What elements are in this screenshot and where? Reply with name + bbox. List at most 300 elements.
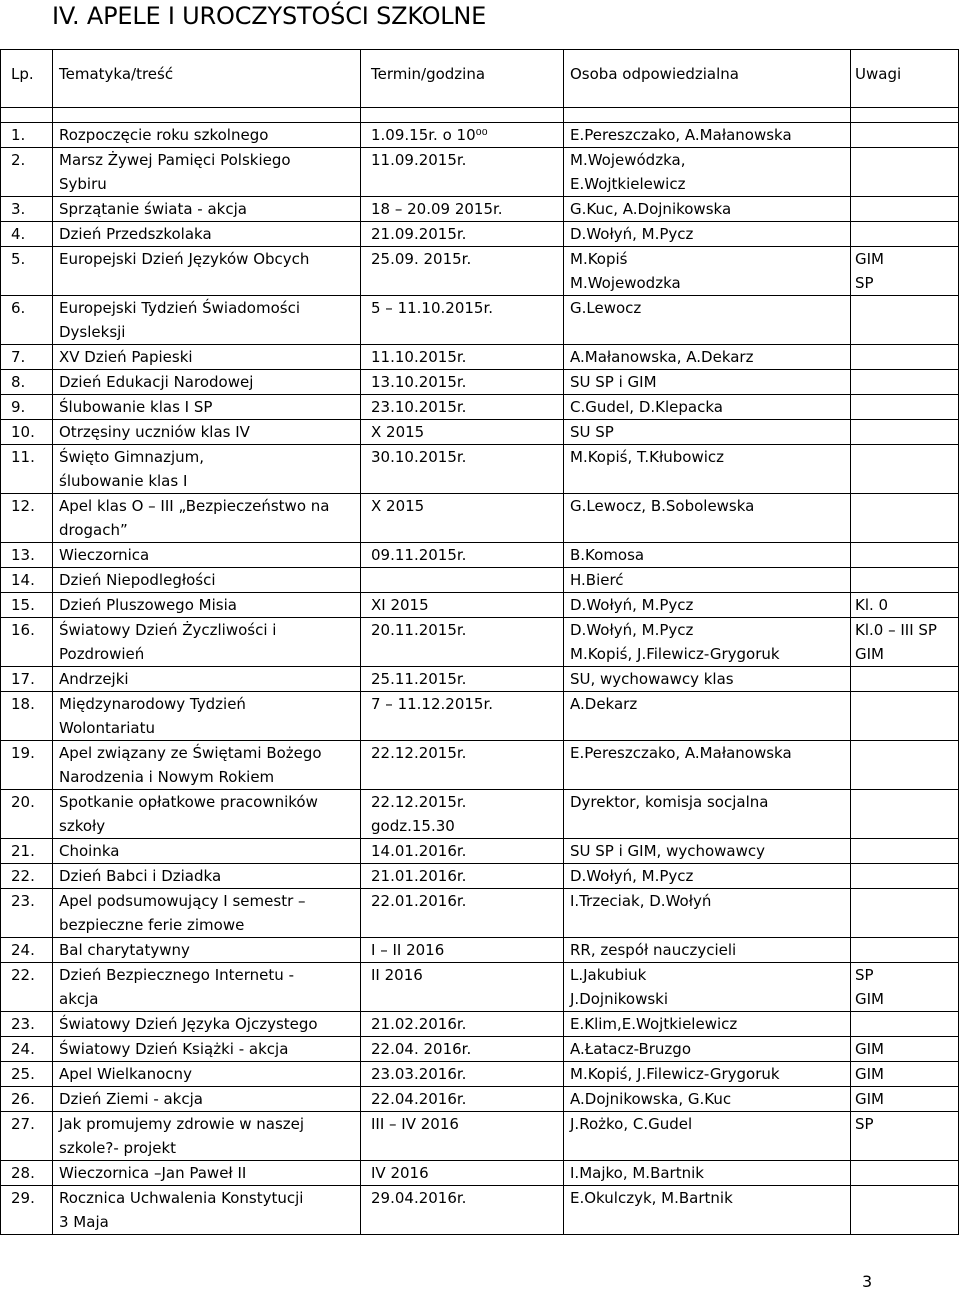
row-owner [564, 1062, 851, 1087]
row-topic-line: Wieczornica –Jan Paweł II [59, 1164, 247, 1182]
row-time [361, 247, 564, 296]
row-owner-line: A.Dojnikowska, G.Kuc [570, 1090, 732, 1108]
table-row [1, 370, 959, 395]
row-topic [53, 692, 361, 741]
row-notes [851, 889, 959, 938]
row-time-line: 23.03.2016r. [371, 1065, 467, 1083]
table-row [1, 296, 959, 345]
row-owner [564, 345, 851, 370]
header-time: Termin/godzina [361, 50, 564, 108]
row-topic [53, 1037, 361, 1062]
row-owner-line: D.Wołyń, M.Pycz [570, 867, 694, 885]
row-topic-line: Apel klas O – III „Bezpieczeństwo na [59, 497, 330, 515]
row-topic [53, 445, 361, 494]
row-notes [851, 395, 959, 420]
table-row [1, 420, 959, 445]
row-topic-line: Dzień Przedszkolaka [59, 225, 212, 243]
row-topic-line: Andrzejki [59, 670, 129, 688]
table-row [1, 222, 959, 247]
row-time-line: 11.10.2015r. [371, 348, 467, 366]
row-topic-line: Otrzęsiny uczniów klas IV [59, 423, 250, 441]
row-time-line: IV 2016 [371, 1164, 429, 1182]
row-owner-line: E.Pereszczako, A.Małanowska [570, 744, 792, 762]
row-number: 29. [1, 1186, 53, 1235]
row-topic [53, 494, 361, 543]
row-topic-line: Wolontariatu [59, 719, 155, 737]
row-time [361, 370, 564, 395]
row-owner [564, 222, 851, 247]
row-time [361, 568, 564, 593]
row-time-line: 22.04.2016r. [371, 1090, 467, 1108]
row-time [361, 494, 564, 543]
row-topic-line: Europejski Tydzień Świadomości [59, 299, 300, 317]
row-topic-line: Światowy Dzień Życzliwości i [59, 621, 277, 639]
row-time [361, 1062, 564, 1087]
row-topic-line: Sprzątanie świata - akcja [59, 200, 247, 218]
row-topic-line: Światowy Dzień Książki - akcja [59, 1040, 289, 1058]
row-owner-line: SU SP i GIM, wychowawcy [570, 842, 765, 860]
row-topic [53, 839, 361, 864]
row-time-line: godz.15.30 [371, 817, 455, 835]
row-notes [851, 1037, 959, 1062]
row-topic-line: Rocznica Uchwalenia Konstytucji [59, 1189, 304, 1207]
row-owner-line: D.Wołyń, M.Pycz [570, 621, 694, 639]
row-owner [564, 1112, 851, 1161]
row-owner-line: I.Trzeciak, D.Wołyń [570, 892, 712, 910]
row-topic [53, 296, 361, 345]
row-owner-line: L.Jakubiuk [570, 966, 647, 984]
row-number: 21. [1, 839, 53, 864]
row-topic-line: Wieczornica [59, 546, 150, 564]
row-time-line: 21.09.2015r. [371, 225, 467, 243]
row-notes [851, 148, 959, 197]
row-time [361, 296, 564, 345]
row-number: 18. [1, 692, 53, 741]
table-row [1, 395, 959, 420]
table-row [1, 345, 959, 370]
row-notes [851, 494, 959, 543]
row-number: 2. [1, 148, 53, 197]
row-time [361, 938, 564, 963]
table-row [1, 1012, 959, 1037]
row-notes [851, 790, 959, 839]
header-lp: Lp. [1, 50, 53, 108]
row-topic-line: Marsz Żywej Pamięci Polskiego [59, 151, 291, 169]
row-number: 8. [1, 370, 53, 395]
table-row [1, 1161, 959, 1186]
row-topic [53, 123, 361, 148]
row-number: 12. [1, 494, 53, 543]
row-number: 13. [1, 543, 53, 568]
row-time [361, 123, 564, 148]
row-topic [53, 667, 361, 692]
row-notes [851, 963, 959, 1012]
table-row [1, 1062, 959, 1087]
row-time [361, 1112, 564, 1161]
row-owner-line: E.Klim,E.Wojtkielewicz [570, 1015, 738, 1033]
row-notes [851, 667, 959, 692]
row-time-line: 30.10.2015r. [371, 448, 467, 466]
row-time [361, 420, 564, 445]
row-time [361, 445, 564, 494]
row-owner [564, 1087, 851, 1112]
header-owner: Osoba odpowiedzialna [564, 50, 851, 108]
row-owner-line: H.Bierć [570, 571, 624, 589]
row-notes-line: GIM [855, 1040, 884, 1058]
row-time-line: 7 – 11.12.2015r. [371, 695, 494, 713]
row-notes [851, 593, 959, 618]
row-number: 1. [1, 123, 53, 148]
row-time-line: 14.01.2016r. [371, 842, 467, 860]
row-notes [851, 1161, 959, 1186]
row-topic [53, 741, 361, 790]
row-topic [53, 1012, 361, 1037]
row-topic [53, 1087, 361, 1112]
row-owner-line: G.Lewocz [570, 299, 642, 317]
row-topic [53, 889, 361, 938]
row-notes [851, 1062, 959, 1087]
row-number: 6. [1, 296, 53, 345]
table-row [1, 1037, 959, 1062]
table-row [1, 543, 959, 568]
row-time-line: 22.12.2015r. [371, 744, 467, 762]
row-owner [564, 790, 851, 839]
table-row [1, 889, 959, 938]
row-topic-line: Dysleksji [59, 323, 126, 341]
row-topic [53, 222, 361, 247]
row-owner [564, 667, 851, 692]
row-time-line: XI 2015 [371, 596, 429, 614]
row-number: 9. [1, 395, 53, 420]
row-number: 22. [1, 864, 53, 889]
row-owner [564, 123, 851, 148]
row-topic-line: szkole?- projekt [59, 1139, 177, 1157]
row-topic [53, 938, 361, 963]
row-topic-line: Dzień Edukacji Narodowej [59, 373, 254, 391]
row-owner-line: E.Pereszczako, A.Małanowska [570, 126, 792, 144]
row-time-line: 22.12.2015r. [371, 793, 467, 811]
row-owner [564, 864, 851, 889]
row-owner-line: Dyrektor, komisja socjalna [570, 793, 769, 811]
row-time [361, 741, 564, 790]
row-notes [851, 1087, 959, 1112]
row-owner [564, 963, 851, 1012]
table-row [1, 1186, 959, 1235]
table-row [1, 197, 959, 222]
row-topic-line: Bal charytatywny [59, 941, 190, 959]
row-time [361, 889, 564, 938]
row-owner-line: SU SP [570, 423, 614, 441]
row-owner-line: M.Kopiś [570, 250, 628, 268]
row-topic [53, 420, 361, 445]
row-number: 26. [1, 1087, 53, 1112]
row-number: 24. [1, 1037, 53, 1062]
row-owner-line: RR, zespół nauczycieli [570, 941, 737, 959]
row-time-line: I – II 2016 [371, 941, 445, 959]
row-topic [53, 864, 361, 889]
row-notes-line: GIM [855, 1065, 884, 1083]
row-number: 14. [1, 568, 53, 593]
row-topic [53, 345, 361, 370]
row-notes [851, 864, 959, 889]
row-owner-line: D.Wołyń, M.Pycz [570, 596, 694, 614]
row-time [361, 963, 564, 1012]
row-owner-line: I.Majko, M.Bartnik [570, 1164, 704, 1182]
row-owner-line: G.Kuc, A.Dojnikowska [570, 200, 732, 218]
row-topic [53, 247, 361, 296]
row-time [361, 1186, 564, 1235]
row-time-line: 22.01.2016r. [371, 892, 467, 910]
row-topic-line: Pozdrowień [59, 645, 145, 663]
row-owner-line: A.Małanowska, A.Dekarz [570, 348, 754, 366]
row-topic [53, 148, 361, 197]
row-owner-line: J.Rożko, C.Gudel [570, 1115, 693, 1133]
row-time-line: 5 – 11.10.2015r. [371, 299, 494, 317]
row-topic-line: 3 Maja [59, 1213, 109, 1231]
row-topic [53, 1186, 361, 1235]
row-notes [851, 222, 959, 247]
row-owner-line: M.Wojewodzka [570, 274, 681, 292]
row-owner [564, 938, 851, 963]
row-notes-line: SP [855, 966, 874, 984]
table-row [1, 1112, 959, 1161]
row-topic-line: szkoły [59, 817, 106, 835]
row-topic-line: Choinka [59, 842, 120, 860]
row-topic-line: Apel związany ze Świętami Bożego [59, 744, 322, 762]
row-owner [564, 741, 851, 790]
row-notes-line: GIM [855, 645, 884, 663]
row-notes [851, 296, 959, 345]
row-time [361, 222, 564, 247]
row-time [361, 593, 564, 618]
row-number: 25. [1, 1062, 53, 1087]
row-time [361, 1161, 564, 1186]
row-owner-line: B.Komosa [570, 546, 645, 564]
row-notes [851, 420, 959, 445]
table-row [1, 864, 959, 889]
row-owner [564, 839, 851, 864]
row-topic-line: Dzień Bezpiecznego Internetu - [59, 966, 294, 984]
row-owner [564, 1161, 851, 1186]
row-time-line: X 2015 [371, 497, 425, 515]
row-number: 23. [1, 889, 53, 938]
row-owner-line: A.Dekarz [570, 695, 638, 713]
row-notes-line: GIM [855, 250, 884, 268]
row-time [361, 790, 564, 839]
row-time [361, 148, 564, 197]
row-number: 20. [1, 790, 53, 839]
row-time-line: 09.11.2015r. [371, 546, 467, 564]
row-topic [53, 1161, 361, 1186]
table-row [1, 494, 959, 543]
row-number: 16. [1, 618, 53, 667]
row-owner-line: A.Łatacz-Bruzgo [570, 1040, 691, 1058]
row-time-line: 23.10.2015r. [371, 398, 467, 416]
row-time-line: X 2015 [371, 423, 425, 441]
page-title: IV. APELE I UROCZYSTOŚCI SZKOLNE [52, 2, 487, 30]
row-topic-line: Dzień Babci i Dziadka [59, 867, 222, 885]
table-row [1, 593, 959, 618]
row-time [361, 667, 564, 692]
header-topic: Tematyka/treść [53, 50, 361, 108]
table-row [1, 148, 959, 197]
header-notes: Uwagi [851, 50, 959, 108]
row-topic-line: Narodzenia i Nowym Rokiem [59, 768, 275, 786]
row-time [361, 618, 564, 667]
row-owner [564, 420, 851, 445]
row-notes-line: SP [855, 1115, 874, 1133]
table-row [1, 938, 959, 963]
row-topic [53, 197, 361, 222]
row-number: 17. [1, 667, 53, 692]
row-time-line: 29.04.2016r. [371, 1189, 467, 1207]
row-owner [564, 395, 851, 420]
row-time [361, 1087, 564, 1112]
row-number: 7. [1, 345, 53, 370]
row-topic [53, 963, 361, 1012]
row-owner [564, 692, 851, 741]
row-topic-line: Dzień Pluszowego Misia [59, 596, 237, 614]
row-time-line: 25.09. 2015r. [371, 250, 472, 268]
row-time-line: 20.11.2015r. [371, 621, 467, 639]
row-time-line: 11.09.2015r. [371, 151, 467, 169]
row-topic [53, 618, 361, 667]
row-number: 4. [1, 222, 53, 247]
table-row [1, 568, 959, 593]
row-notes-line: GIM [855, 1090, 884, 1108]
row-number: 19. [1, 741, 53, 790]
row-notes-line: Kl. 0 [855, 596, 889, 614]
table-row [1, 1087, 959, 1112]
row-owner-line: E.Okulczyk, M.Bartnik [570, 1189, 733, 1207]
row-topic-line: drogach” [59, 521, 128, 539]
row-number: 5. [1, 247, 53, 296]
row-owner-line: SU, wychowawcy klas [570, 670, 734, 688]
row-topic [53, 790, 361, 839]
row-time [361, 395, 564, 420]
row-owner [564, 543, 851, 568]
row-owner-line: M.Kopiś, J.Filewicz-Grygoruk [570, 645, 780, 663]
row-topic [53, 395, 361, 420]
row-time-line: II 2016 [371, 966, 423, 984]
row-notes [851, 1012, 959, 1037]
row-owner [564, 197, 851, 222]
row-notes [851, 123, 959, 148]
row-owner [564, 370, 851, 395]
table-row [1, 692, 959, 741]
row-notes-line: GIM [855, 990, 884, 1008]
row-topic-line: Święto Gimnazjum, [59, 448, 205, 466]
row-owner [564, 593, 851, 618]
row-owner-line: C.Gudel, D.Klepacka [570, 398, 723, 416]
table-header-row [1, 50, 959, 108]
row-time [361, 839, 564, 864]
row-notes [851, 543, 959, 568]
row-notes [851, 345, 959, 370]
row-owner [564, 1037, 851, 1062]
row-notes [851, 1186, 959, 1235]
row-topic-line: bezpieczne ferie zimowe [59, 916, 245, 934]
row-owner [564, 445, 851, 494]
row-time-line: III – IV 2016 [371, 1115, 459, 1133]
row-number: 28. [1, 1161, 53, 1186]
row-owner [564, 296, 851, 345]
row-owner [564, 247, 851, 296]
row-time [361, 1012, 564, 1037]
row-owner [564, 889, 851, 938]
row-number: 11. [1, 445, 53, 494]
row-owner-line: M.Kopiś, J.Filewicz-Grygoruk [570, 1065, 780, 1083]
row-topic-line: Dzień Niepodległości [59, 571, 216, 589]
row-topic-line: ślubowanie klas I [59, 472, 188, 490]
page-number: 3 [862, 1272, 873, 1291]
row-notes [851, 247, 959, 296]
row-topic-line: Apel Wielkanocny [59, 1065, 192, 1083]
row-owner [564, 1012, 851, 1037]
row-notes [851, 370, 959, 395]
row-notes [851, 445, 959, 494]
row-topic-line: XV Dzień Papieski [59, 348, 193, 366]
row-topic-line: Sybiru [59, 175, 107, 193]
row-owner [564, 568, 851, 593]
table-row [1, 741, 959, 790]
row-topic-line: Europejski Dzień Języków Obcych [59, 250, 310, 268]
row-notes [851, 197, 959, 222]
row-topic-line: Apel podsumowujący I semestr – [59, 892, 306, 910]
table-row [1, 839, 959, 864]
row-time [361, 197, 564, 222]
events-table [0, 49, 959, 1235]
table-row [1, 667, 959, 692]
table-row [1, 247, 959, 296]
row-topic-line: Jak promujemy zdrowie w naszej [59, 1115, 305, 1133]
row-topic-line: Spotkanie opłatkowe pracowników [59, 793, 318, 811]
row-topic [53, 1062, 361, 1087]
row-notes [851, 618, 959, 667]
header-spacer-row [1, 108, 959, 123]
row-notes [851, 839, 959, 864]
row-notes [851, 741, 959, 790]
row-topic [53, 1112, 361, 1161]
row-time [361, 692, 564, 741]
row-number: 3. [1, 197, 53, 222]
row-owner-line: D.Wołyń, M.Pycz [570, 225, 694, 243]
row-time-line: 22.04. 2016r. [371, 1040, 472, 1058]
row-topic-line: Dzień Ziemi - akcja [59, 1090, 203, 1108]
row-topic [53, 370, 361, 395]
table-row [1, 618, 959, 667]
row-owner [564, 494, 851, 543]
row-owner-line: G.Lewocz, B.Sobolewska [570, 497, 755, 515]
row-owner-line: SU SP i GIM [570, 373, 657, 391]
row-number: 15. [1, 593, 53, 618]
row-owner [564, 148, 851, 197]
row-time-line: 18 – 20.09 2015r. [371, 200, 503, 218]
row-notes [851, 938, 959, 963]
row-topic-line: Światowy Dzień Języka Ojczystego [59, 1015, 318, 1033]
row-number: 23. [1, 1012, 53, 1037]
row-time [361, 543, 564, 568]
row-topic [53, 543, 361, 568]
table-row [1, 445, 959, 494]
row-topic-line: Międzynarodowy Tydzień [59, 695, 246, 713]
row-number: 22. [1, 963, 53, 1012]
row-topic-line: Rozpoczęcie roku szkolnego [59, 126, 269, 144]
row-notes [851, 568, 959, 593]
row-topic-line: akcja [59, 990, 99, 1008]
row-time-line: 25.11.2015r. [371, 670, 467, 688]
row-notes [851, 692, 959, 741]
